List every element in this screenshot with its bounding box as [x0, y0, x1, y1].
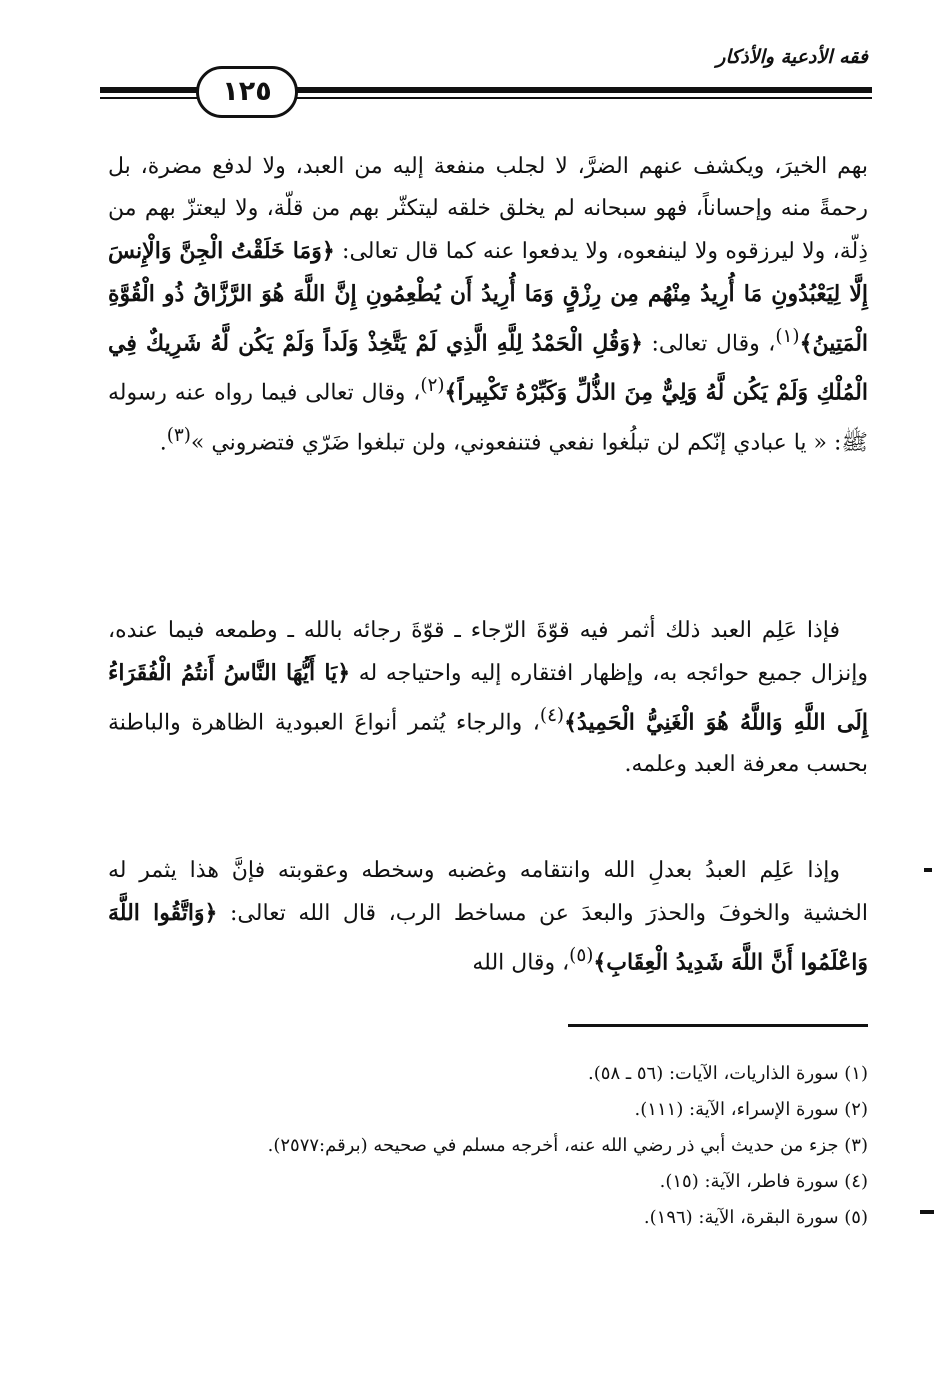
text-run: وإذا عَلِم العبدُ بعدلِ الله وانتقامه وغضبه وسخطه وعقوبته فإنَّ هذا يثمر له الخشية والخوفَ والحذرَ والبعدَ عن مساخط الرب، قال الله تعالى:	[108, 858, 868, 926]
footnote-ref: (٥)	[569, 945, 594, 966]
footnote-ref: (٣)	[166, 424, 191, 446]
paragraph-1	[108, 146, 868, 464]
footnote-item: (٤) سورة فاطر، الآية: (١٥).	[659, 1171, 868, 1192]
text-run: فإذا عَلِم العبد ذلك أثمر فيه قوّةَ الرّجاء ـ قوّةَ رجائه بالله ـ وطمعه فيما عنده، وإنزال جميع حوائجه به، وإظهار افتقاره إليه واحتياجه له	[108, 618, 869, 686]
footnote-ref: (٢)	[420, 375, 445, 397]
text-run: بهم الخيرَ، ويكشف عنهم الضرَّ، لا لجلب منفعة إليه من العبد، ولا لدفع مضرة، بل رحمةً منه وإحساناً، فهو سبحانه لم يخلق خلقه ليتكثّر بهم من قلّة، ولا ليعتزّ بهم من ذِلّة، ولا ليرزقوه ولا لينفعوه، ولا يدفعوا عنه كما قال تعالى:	[108, 154, 869, 264]
footnote-ref: (٤)	[539, 705, 565, 726]
footnote-ref: (١)	[775, 326, 800, 347]
text-run: .	[159, 429, 167, 455]
scan-mark	[924, 868, 932, 872]
quran-verse: ﴿وَمَا خَلَقْتُ الْجِنَّ وَالْإِنسَ إِلَّا لِيَعْبُدُونِ مَا أُرِيدُ مِنْهُم مِن رِزْقٍ وَمَا أُرِيدُ أَن يُطْعِمُونِ إِنَّ اللَّهَ هُوَ الرَّزَّاقُ ذُو الْقُوَّةِ الْمَتِينُ﴾	[108, 238, 869, 357]
text-run: ، وقال الله	[472, 950, 570, 976]
header-rule-right	[282, 87, 872, 93]
quran-verse: ﴿وَقُلِ الْحَمْدُ لِلَّهِ الَّذِي لَمْ يَتَّخِذْ وَلَداً وَلَمْ يَكُن لَّهُ شَرِيكٌ فِي الْمُلْكِ وَلَمْ يَكُن لَّهُ وَلِيٌّ مِنَ الذُّلِّ وَكَبِّرْهُ تَكْبِيراً﴾	[108, 330, 868, 406]
text-run: ، وقال تعالى فيما رواه عنه رسوله ﷺ: « يا عبادي إنّكم لن تبلُغوا نفعي فتنفعوني، ولن تبلغوا ضَرّي فتضروني »	[108, 380, 868, 455]
footnote-item: (١) سورة الذاريات، الآيات: (٥٦ ـ ٥٨).	[588, 1063, 868, 1084]
footnote-item: (٥) سورة البقرة، الآية: (١٩٦).	[643, 1207, 868, 1228]
paragraph-3	[108, 850, 868, 984]
page-number: ١٢٥	[196, 66, 298, 118]
footnote-item: (٣) جزء من حديث أبي ذر رضي الله عنه، أخرجه مسلم في صحيحه (برقم:٢٥٧٧).	[267, 1135, 868, 1156]
running-header-title: فقه الأدعية والأذكار	[716, 46, 868, 68]
footnotes	[108, 1056, 868, 1236]
footnote-item: (٢) سورة الإسراء، الآية: (١١١).	[634, 1099, 868, 1120]
text-run: ، والرجاء يُثمر أنواعَ العبودية الظاهرة والباطنة بحسب معرفة العبد وعلمه.	[108, 710, 868, 778]
quran-verse: ﴿وَاتَّقُوا اللَّهَ وَاعْلَمُوا أَنَّ اللَّهَ شَدِيدُ الْعِقَابِ﴾	[108, 900, 868, 976]
header-rule-left	[100, 87, 208, 93]
header-rule-left-thin	[100, 97, 208, 99]
scan-mark	[920, 1210, 934, 1214]
text-run: ، وقال تعالى:	[651, 331, 776, 357]
header-rule-right-thin	[282, 97, 872, 99]
paragraph-2	[108, 610, 868, 786]
footnote-divider	[568, 1024, 868, 1027]
quran-verse: ﴿يَا أَيُّهَا النَّاسُ أَنتُمُ الْفُقَرَاءُ إِلَى اللَّهِ وَاللَّهُ هُوَ الْغَنِيُّ الْحَمِيدُ﴾	[108, 660, 868, 736]
